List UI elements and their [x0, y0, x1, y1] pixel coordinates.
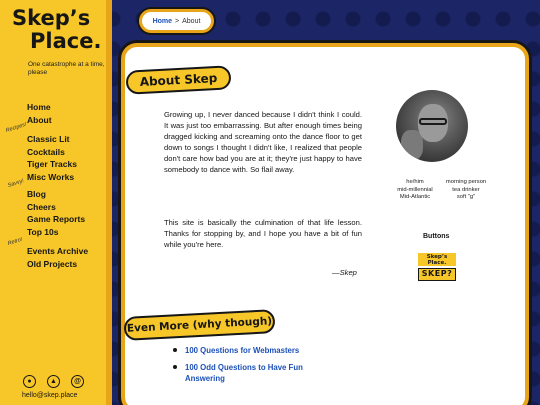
profile-facts-left	[387, 179, 443, 202]
site-button-badge-1[interactable]	[418, 253, 456, 266]
nav-group-retro	[27, 245, 88, 270]
site-logo[interactable]	[12, 7, 108, 53]
fact-region: Mid-Atlantic	[399, 194, 431, 200]
fact-soft-g: soft "g"	[456, 194, 476, 200]
fact-tea: tea drinker	[452, 186, 480, 193]
nav-classic-lit[interactable]: Classic Lit	[27, 134, 70, 144]
site-button-badge-2[interactable]: SKEP?	[418, 268, 456, 281]
nav-group-tag-recipes: Recipes!	[5, 121, 28, 134]
list-item	[173, 362, 323, 384]
badge-1-line-2: Place.	[427, 259, 447, 266]
nav-old-projects[interactable]: Old Projects	[27, 258, 78, 269]
nav-group-tag-savvy: Savvy!	[7, 178, 25, 189]
breadcrumb-home[interactable]: Home	[152, 17, 173, 25]
more-links-list	[173, 345, 323, 390]
buttons-heading: Buttons	[423, 233, 450, 240]
about-paragraph-1: Growing up, I never danced because I didn't think I could. It was just too embarrassing. But after enough times being dragged kicking and screaming onto the dance floor to get down to songs I thought I didn't like, I realized that people don't care how bad you are at it; they're just happy to have somebody to dance with. So flail away.	[164, 110, 362, 175]
fact-generation: mid-millennial	[397, 186, 433, 193]
nav-home[interactable]: Home	[27, 102, 51, 112]
fact-pronouns: he/him	[406, 179, 424, 185]
nav-group-recipes	[27, 133, 77, 183]
link-100-questions-webmasters[interactable]: 100 Questions for Webmasters	[185, 346, 300, 355]
nav-cocktails[interactable]: Cocktails	[27, 146, 65, 157]
breadcrumb-current: About	[182, 17, 201, 25]
profile-facts-right	[438, 179, 494, 202]
nav-group-tag-retro: Retro!	[7, 236, 24, 247]
nav-blog[interactable]: Blog	[27, 189, 46, 199]
page-title: About Skep	[125, 65, 231, 94]
nav-game-reports[interactable]: Game Reports	[27, 214, 86, 224]
breadcrumb-separator: >	[175, 17, 180, 25]
signature: —Skep	[332, 268, 357, 277]
at-icon[interactable]: @	[71, 375, 84, 388]
section-title-more: Even More (why though)	[123, 309, 275, 341]
avatar	[396, 90, 468, 162]
list-item	[173, 345, 323, 356]
social-links	[23, 375, 84, 388]
breadcrumb	[139, 9, 214, 33]
nav-tiger-tracks[interactable]: Tiger Tracks	[27, 159, 77, 169]
nav-about[interactable]: About	[27, 114, 52, 125]
badge-1-line-1: Skep’s	[426, 253, 448, 260]
logo-line-2: Place.	[30, 29, 102, 53]
nav-group-main	[27, 101, 52, 126]
bulb-icon[interactable]: ●	[23, 375, 36, 388]
nav-events-archive[interactable]: Events Archive	[27, 246, 89, 256]
nav-group-savvy	[27, 188, 85, 238]
nav-cheers[interactable]: Cheers	[27, 201, 56, 212]
site-tagline: One catastrophe at a time, please	[28, 61, 105, 76]
nav-misc-works[interactable]: Misc Works	[27, 171, 75, 182]
link-100-odd-questions[interactable]: 100 Odd Questions to Have Fun Answering	[185, 363, 303, 383]
fact-morning: morning person	[445, 179, 487, 185]
logo-line-1: Skep’s	[12, 6, 91, 30]
contact-email[interactable]: hello@skep.place	[22, 392, 78, 399]
triangle-icon[interactable]: ▲	[47, 375, 60, 388]
nav-top-10s[interactable]: Top 10s	[27, 226, 59, 237]
about-paragraph-2: This site is basically the culmination of that life lesson. Thanks for stopping by, and I hope you have a bit of fun while you're here.	[164, 218, 362, 250]
